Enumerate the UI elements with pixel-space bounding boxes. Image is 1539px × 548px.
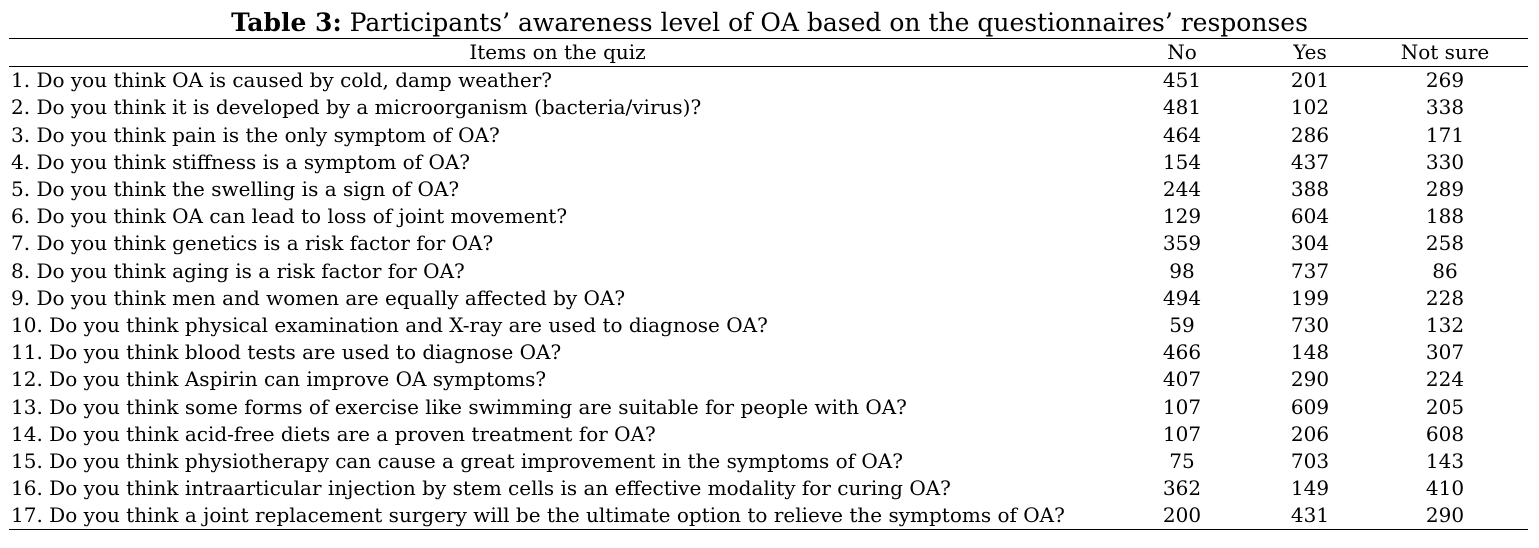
header-items: Items on the quiz <box>469 40 646 65</box>
not-sure-cell: 143 <box>1425 448 1465 473</box>
table-row <box>9 258 1528 285</box>
table-row <box>9 502 1528 530</box>
no-cell: 481 <box>1162 95 1202 120</box>
not-sure-cell: 205 <box>1425 394 1465 419</box>
item-cell: 9. Do you think men and women are equally affected by OA? <box>11 285 626 310</box>
header-not-sure: Not sure <box>1400 40 1490 65</box>
yes-cell: 431 <box>1290 503 1330 528</box>
item-cell: 13. Do you think some forms of exercise like swimming are suitable for people with OA? <box>11 394 907 419</box>
no-cell: 107 <box>1162 394 1202 419</box>
no-cell: 75 <box>1169 448 1195 473</box>
not-sure-cell: 171 <box>1425 122 1465 147</box>
table-row <box>9 203 1528 230</box>
caption-label: Table 3: <box>231 8 342 37</box>
not-sure-cell: 307 <box>1425 340 1465 365</box>
not-sure-cell: 228 <box>1425 285 1465 310</box>
table-header-row <box>9 39 1528 67</box>
caption-text: Participants’ awareness level of OA based on the questionnaires’ responses <box>349 8 1308 37</box>
no-cell: 98 <box>1169 258 1195 283</box>
table-row <box>9 94 1528 121</box>
not-sure-cell: 608 <box>1425 421 1465 446</box>
yes-cell: 102 <box>1290 95 1330 120</box>
header-yes: Yes <box>1293 40 1327 65</box>
item-cell: 8. Do you think aging is a risk factor for OA? <box>11 258 465 283</box>
no-cell: 129 <box>1162 204 1202 229</box>
item-cell: 1. Do you think OA is caused by cold, damp weather? <box>11 68 552 93</box>
item-cell: 15. Do you think physiotherapy can cause a great improvement in the symptoms of OA? <box>11 448 903 473</box>
not-sure-cell: 258 <box>1425 231 1465 256</box>
yes-cell: 730 <box>1290 312 1330 337</box>
table-row <box>9 448 1528 475</box>
not-sure-cell: 224 <box>1425 367 1465 392</box>
not-sure-cell: 410 <box>1425 476 1465 501</box>
item-cell: 6. Do you think OA can lead to loss of joint movement? <box>11 204 568 229</box>
yes-cell: 604 <box>1290 204 1330 229</box>
no-cell: 464 <box>1162 122 1202 147</box>
no-cell: 451 <box>1162 68 1202 93</box>
header-no: No <box>1167 40 1197 65</box>
table-row <box>9 176 1528 203</box>
no-cell: 107 <box>1162 421 1202 446</box>
no-cell: 466 <box>1162 340 1202 365</box>
item-cell: 16. Do you think intraarticular injection by stem cells is an effective modality for curing OA? <box>11 476 951 501</box>
no-cell: 59 <box>1169 312 1195 337</box>
table-row <box>9 122 1528 149</box>
item-cell: 4. Do you think stiffness is a symptom of OA? <box>11 149 471 174</box>
not-sure-cell: 330 <box>1425 149 1465 174</box>
awareness-table <box>9 38 1528 530</box>
table-row <box>9 230 1528 257</box>
no-cell: 494 <box>1162 285 1202 310</box>
not-sure-cell: 188 <box>1425 204 1465 229</box>
table-row <box>9 421 1528 448</box>
item-cell: 14. Do you think acid-free diets are a proven treatment for OA? <box>11 421 656 446</box>
no-cell: 407 <box>1162 367 1202 392</box>
yes-cell: 286 <box>1290 122 1330 147</box>
not-sure-cell: 290 <box>1425 503 1465 528</box>
yes-cell: 737 <box>1290 258 1330 283</box>
table-row <box>9 339 1528 366</box>
yes-cell: 149 <box>1290 476 1330 501</box>
no-cell: 200 <box>1162 503 1202 528</box>
no-cell: 362 <box>1162 476 1202 501</box>
table-row <box>9 393 1528 420</box>
item-cell: 12. Do you think Aspirin can improve OA symptoms? <box>11 367 547 392</box>
yes-cell: 437 <box>1290 149 1330 174</box>
table-row <box>9 312 1528 339</box>
table-caption <box>0 6 1539 40</box>
no-cell: 359 <box>1162 231 1202 256</box>
yes-cell: 388 <box>1290 177 1330 202</box>
item-cell: 17. Do you think a joint replacement surgery will be the ultimate option to relieve the symptoms of OA? <box>11 503 1065 528</box>
not-sure-cell: 269 <box>1425 68 1465 93</box>
table-row <box>9 475 1528 502</box>
item-cell: 10. Do you think physical examination and X-ray are used to diagnose OA? <box>11 312 768 337</box>
item-cell: 3. Do you think pain is the only symptom of OA? <box>11 122 500 147</box>
item-cell: 5. Do you think the swelling is a sign of OA? <box>11 177 460 202</box>
item-cell: 2. Do you think it is developed by a microorganism (bacteria/virus)? <box>11 95 702 120</box>
yes-cell: 703 <box>1290 448 1330 473</box>
table-row <box>9 67 1528 95</box>
yes-cell: 290 <box>1290 367 1330 392</box>
table-body <box>9 67 1528 530</box>
yes-cell: 206 <box>1290 421 1330 446</box>
yes-cell: 609 <box>1290 394 1330 419</box>
table-row <box>9 366 1528 393</box>
yes-cell: 304 <box>1290 231 1330 256</box>
yes-cell: 199 <box>1290 285 1330 310</box>
no-cell: 154 <box>1162 149 1202 174</box>
table-row <box>9 285 1528 312</box>
no-cell: 244 <box>1162 177 1202 202</box>
yes-cell: 201 <box>1290 68 1330 93</box>
not-sure-cell: 289 <box>1425 177 1465 202</box>
table-row <box>9 149 1528 176</box>
item-cell: 11. Do you think blood tests are used to diagnose OA? <box>11 340 562 365</box>
not-sure-cell: 86 <box>1432 258 1458 283</box>
yes-cell: 148 <box>1290 340 1330 365</box>
item-cell: 7. Do you think genetics is a risk factor for OA? <box>11 231 494 256</box>
not-sure-cell: 338 <box>1425 95 1465 120</box>
not-sure-cell: 132 <box>1425 312 1465 337</box>
